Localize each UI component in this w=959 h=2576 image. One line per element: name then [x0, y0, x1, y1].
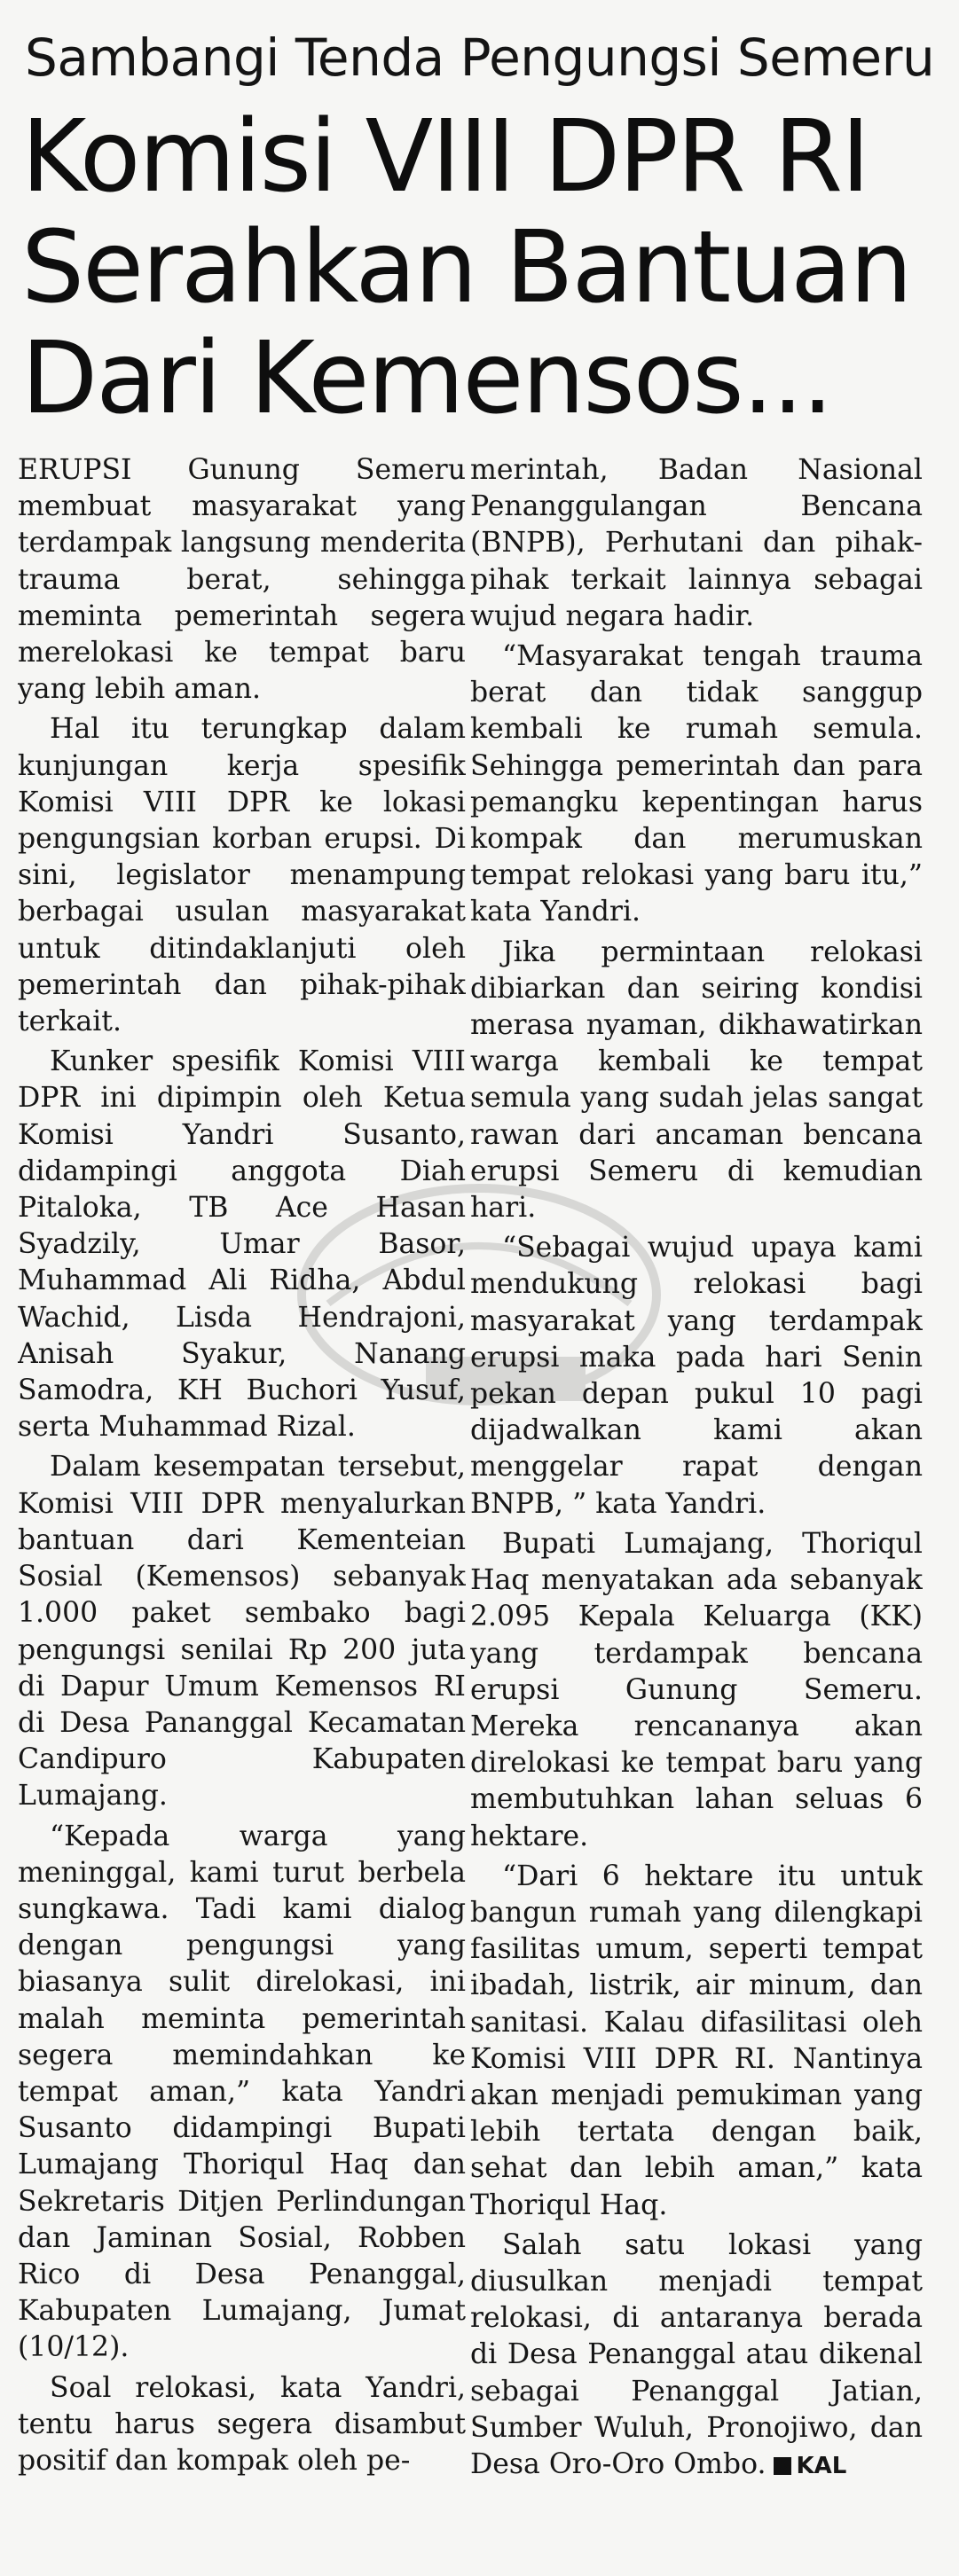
paragraph-5: “Kepada warga yang meninggal, kami turut berbela sungkawa. Tadi kami dialog dengan pengungsi yang biasanya sulit direlokasi, ini malah meminta pemerintah segera memindahkan ke tempat aman,” kata Yandri Susanto didampingi Bupati Lumajang Thoriqul Haq dan Sekretaris Ditjen Perlindungan dan Jaminan Sosial, Robben Rico di Desa Penanggal, Kabupaten Lumajang, Jumat (10/12).	[18, 1820, 466, 2364]
paragraph-4: Dalam kesempatan tersebut, Komisi VIII DPR menyalurkan bantuan dari Kementeian Sosial (Kemensos) sebanyak 1.000 paket sembako bagi pengungsi senilai Rp 200 juta di Dapur Umum Kemensos RI di Desa Pananggal Kecamatan Candipuro Kabupaten Lumajang.	[18, 1451, 466, 1813]
article-column-right	[470, 452, 923, 2567]
paragraph-9: Jika permintaan relokasi dibiarkan dan seiring kondisi merasa nyaman, dikhawatirkan warga kembali ke tempat semula yang sudah jelas sangat rawan dari ancaman bencana erupsi Semeru di kemudian hari.	[470, 936, 923, 1225]
headline-line-2: Serahkan Bantuan	[21, 210, 911, 325]
paragraph-13-text: Salah satu lokasi yang diusulkan menjadi tempat relokasi, di antaranya berada di Desa Penanggal atau dikenal sebagai Penanggal Jatian, Sumber Wuluh, Pronojiwo, dan Desa Oro-Oro Ombo.	[470, 2228, 923, 2480]
paragraph-6: Soal relokasi, kata Yandri, tentu harus segera disambut positif dan kompak oleh pe-	[18, 2371, 466, 2477]
paragraph-8: “Masyarakat tengah trauma berat dan tidak sanggup kembali ke rumah semula. Sehingga pemerintah dan para pemangku kepentingan harus kompak dan merumuskan tempat relokasi yang baru itu,” kata Yandri.	[470, 640, 923, 928]
paragraph-11: Bupati Lumajang, Thoriqul Haq menyatakan ada sebanyak 2.095 Kepala Keluarga (KK) yang terdampak bencana erupsi Gunung Semeru. Mereka rencananya akan direlokasi ke tempat baru yang membutuhkan lahan seluas 6 hektare.	[470, 1527, 923, 1852]
paragraph-3: Kunker spesifik Komisi VIII DPR ini dipimpin oleh Ketua Komisi Yandri Susanto, didampingi anggota Diah Pitaloka, TB Ace Hasan Syadzily, Umar Basor, Muhammad Ali Ridha, Abdul Wachid, Lisda Hendrajoni, Anisah Syakur, Nanang Samodra, KH Buchori Yusuf, serta Muhammad Rizal.	[18, 1045, 466, 1444]
article-column-left	[18, 452, 466, 2567]
headline-line-3: Dari Kemensos...	[21, 321, 832, 436]
headline-line-1: Komisi VIII DPR RI	[21, 99, 869, 215]
paragraph-1: ERUPSI Gunung Semeru membuat masyarakat yang terdampak langsung menderita trauma berat, sehingga meminta pemerintah segera merelokasi ke tempat baru yang lebih aman.	[18, 454, 466, 706]
paragraph-12: “Dari 6 hektare itu untuk bangun rumah yang dilengkapi fasilitas umum, seperti tempat ibadah, listrik, air minum, dan sanitasi. Kalau difasilitasi oleh Komisi VIII DPR RI. Nantinya akan menjadi pemukiman yang lebih tertata dengan baik, sehat dan lebih aman,” kata Thoriqul Haq.	[470, 1860, 923, 2221]
end-square-icon	[774, 2457, 791, 2475]
paragraph-10: “Sebagai wujud upaya kami mendukung relokasi bagi masyarakat yang terdampak erupsi maka pada hari Senin pekan depan pukul 10 pagi dijadwalkan kami akan menggelar rapat dengan BNPB, ” kata Yandri.	[470, 1232, 923, 1520]
paragraph-13	[470, 2228, 923, 2485]
article-headline	[21, 99, 944, 436]
paragraph-2: Hal itu terungkap dalam kunjungan kerja spesifik Komisi VIII DPR ke lokasi pengungsian korban erupsi. Di sini, legislator menampung berbagai usulan masyarakat untuk ditindaklanjuti oleh pemerintah dan pihak-pihak terkait.	[18, 713, 466, 1038]
author-signoff: KAL	[796, 2452, 847, 2479]
article-kicker: Sambangi Tenda Pengungsi Semeru	[25, 27, 935, 88]
paragraph-7: merintah, Badan Nasional Penanggulangan Bencana (BNPB), Perhutani dan pihak-pihak terkait lainnya sebagai wujud negara hadir.	[470, 454, 923, 632]
